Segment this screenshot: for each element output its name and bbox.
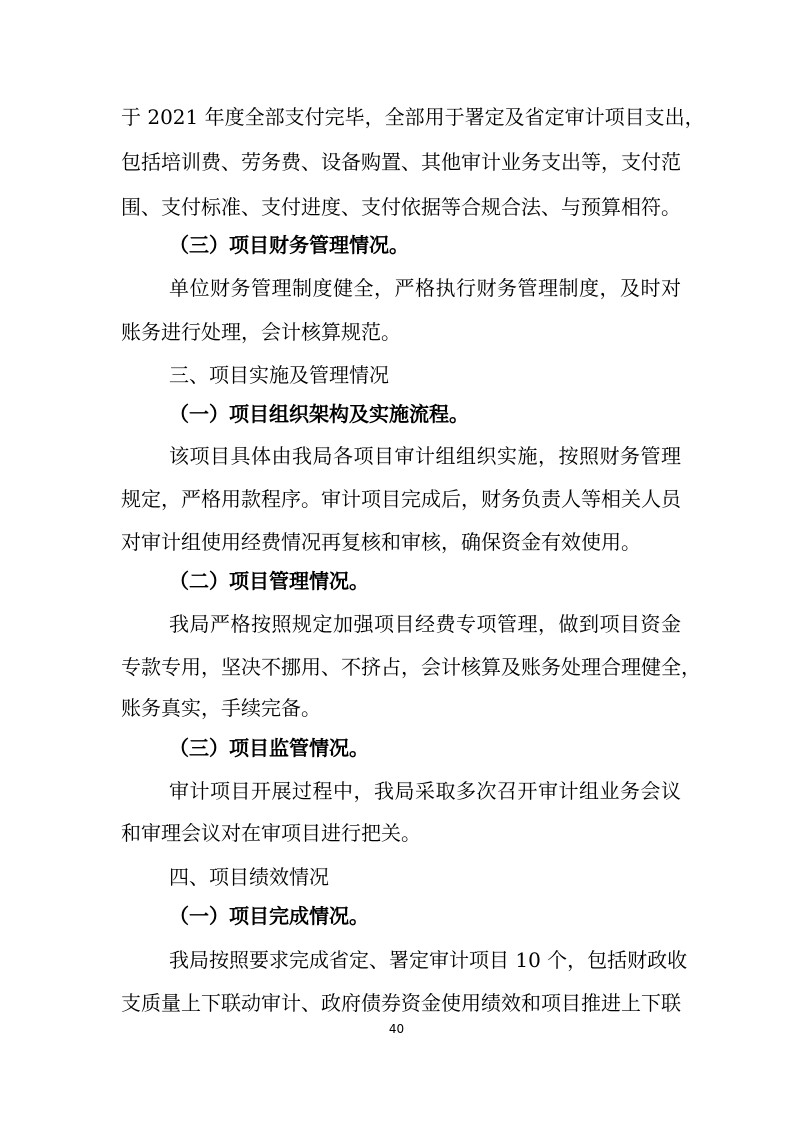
subheading-finance-management: （三）项目财务管理情况。 <box>169 233 409 257</box>
paragraph-line: 支质量上下联动审计、政府债券资金使用绩效和项目推进上下联 <box>121 991 681 1015</box>
subheading-project-management: （二）项目管理情况。 <box>169 569 369 593</box>
paragraph-line: 审计项目开展过程中，我局采取多次召开审计组业务会议 <box>169 779 681 803</box>
paragraph-line: 于 2021 年度全部支付完毕，全部用于署定及省定审计项目支出， <box>121 105 705 129</box>
paragraph-line: 我局按照要求完成省定、署定审计项目 10 个，包括财政收 <box>169 948 688 972</box>
paragraph-line: 包括培训费、劳务费、设备购置、其他审计业务支出等，支付范 <box>121 150 681 174</box>
subheading-completion: （一）项目完成情况。 <box>169 904 369 928</box>
paragraph-line: 账务进行处理，会计核算规范。 <box>121 320 401 344</box>
section-heading-implementation: 三、项目实施及管理情况 <box>169 363 389 387</box>
paragraph-line: 我局严格按照规定加强项目经费专项管理，做到项目资金 <box>169 612 681 636</box>
paragraph-line: 专款专用，坚决不挪用、不挤占，会计核算及账务处理合理健全， <box>121 655 701 679</box>
page-number: 40 <box>388 1022 405 1036</box>
paragraph-line: 账务真实，手续完备。 <box>121 696 321 720</box>
paragraph-line: 规定，严格用款程序。审计项目完成后，财务负责人等相关人员 <box>121 487 681 511</box>
section-heading-performance: 四、项目绩效情况 <box>169 865 329 889</box>
paragraph-line: 该项目具体由我局各项目审计组组织实施，按照财务管理 <box>169 444 681 468</box>
paragraph-line: 围、支付标准、支付进度、支付依据等合规合法、与预算相符。 <box>121 195 681 219</box>
paragraph-line: 对审计组使用经费情况再复核和审核，确保资金有效使用。 <box>121 530 641 554</box>
paragraph-line: 和审理会议对在审项目进行把关。 <box>121 821 421 845</box>
subheading-organization: （一）项目组织架构及实施流程。 <box>169 402 469 426</box>
subheading-supervision: （三）项目监管情况。 <box>169 736 369 760</box>
paragraph-line: 单位财务管理制度健全，严格执行财务管理制度，及时对 <box>169 276 681 300</box>
